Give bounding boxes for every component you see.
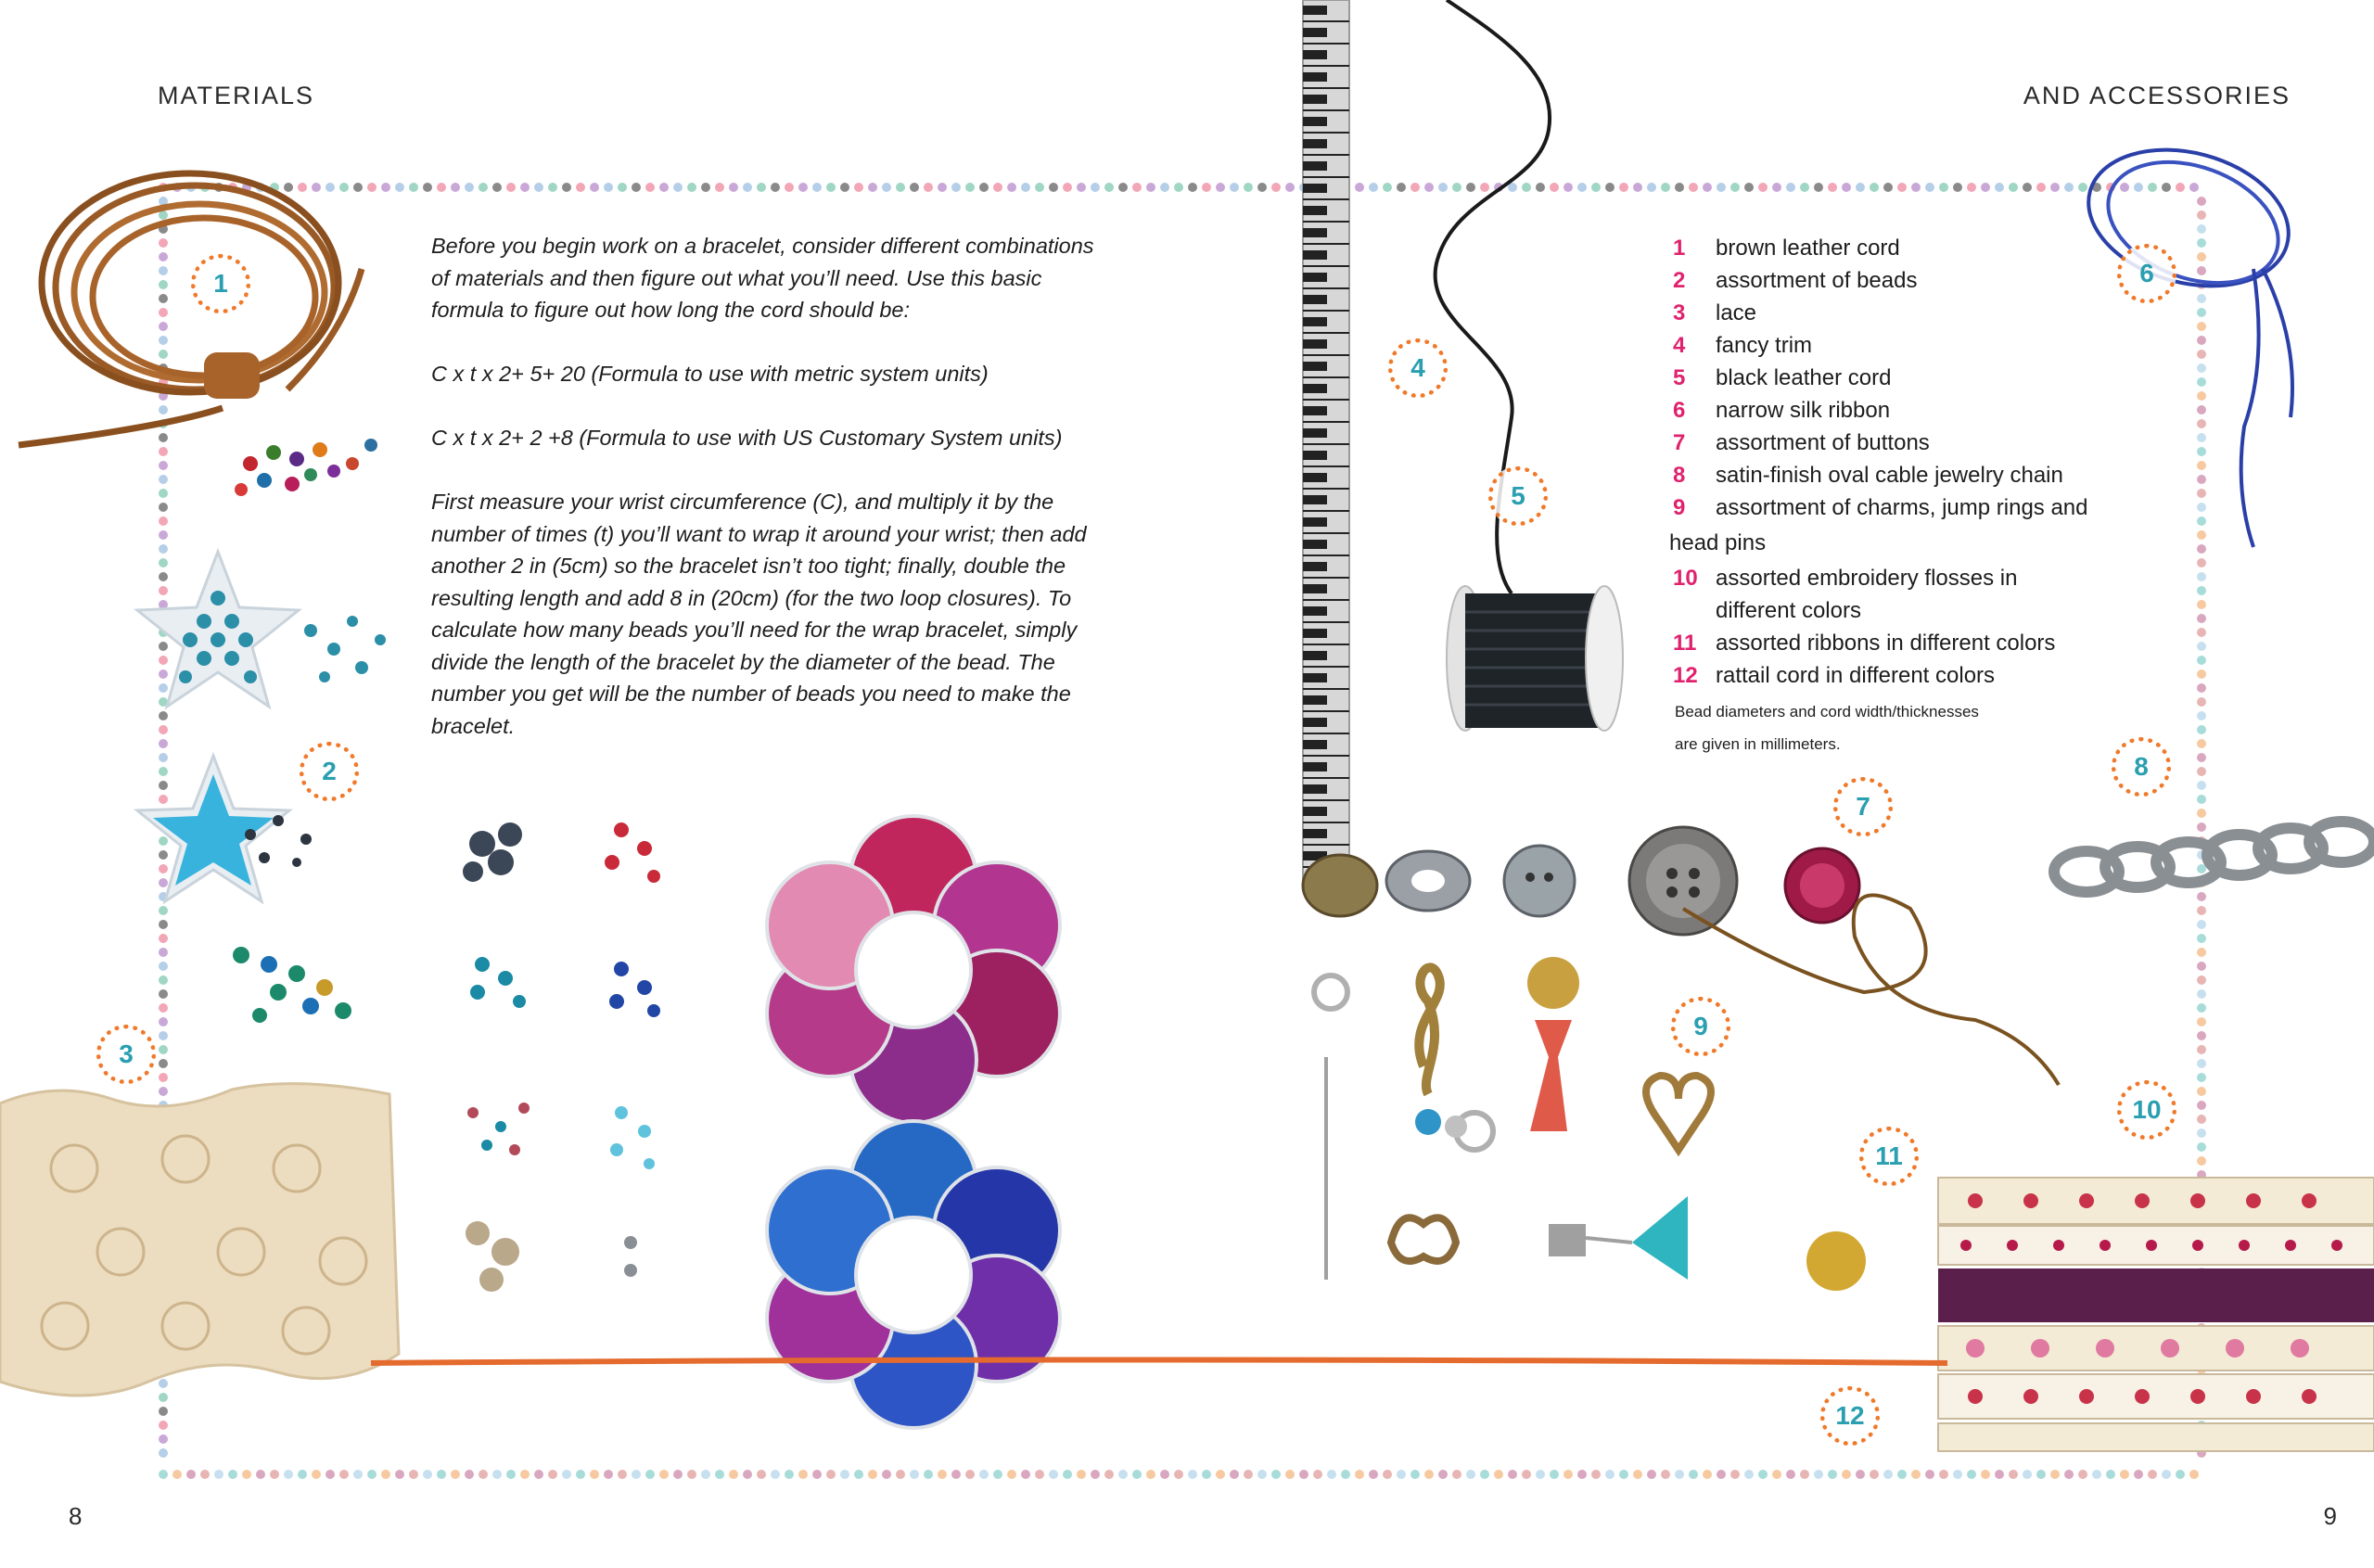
piano-key-divider xyxy=(1303,176,1349,178)
piano-key-divider xyxy=(1303,65,1349,67)
legend-item-1: 1 brown leather cord xyxy=(1673,236,1900,261)
loose-beads xyxy=(223,408,436,760)
piano-key-divider xyxy=(1303,265,1349,267)
piano-key xyxy=(1303,406,1327,415)
piano-key-divider xyxy=(1303,644,1349,645)
piano-key-divider xyxy=(1303,221,1349,223)
badge-10: 10 xyxy=(2117,1080,2176,1140)
piano-key-divider xyxy=(1303,688,1349,690)
piano-key xyxy=(1303,184,1327,193)
piano-key xyxy=(1303,762,1327,771)
piano-key xyxy=(1303,428,1327,438)
piano-key xyxy=(1303,540,1327,549)
piano-key-divider xyxy=(1303,376,1349,378)
page-number-left: 8 xyxy=(69,1502,83,1530)
piano-key-divider xyxy=(1303,20,1349,22)
piano-key xyxy=(1303,28,1327,37)
piano-key xyxy=(1303,740,1327,749)
piano-key-divider xyxy=(1303,443,1349,445)
piano-key xyxy=(1303,718,1327,727)
piano-key-divider xyxy=(1303,532,1349,534)
legend-item-11: 11 assorted ribbons in different colors xyxy=(1673,631,2056,656)
piano-key xyxy=(1303,362,1327,371)
piano-key-divider xyxy=(1303,733,1349,734)
piano-key-divider xyxy=(1303,666,1349,668)
piano-key-divider xyxy=(1303,599,1349,601)
piano-key xyxy=(1303,673,1327,682)
legend-item-5: 5 black leather cord xyxy=(1673,365,1892,390)
badge-2: 2 xyxy=(300,742,359,801)
legend-item-4: 4 fancy trim xyxy=(1673,333,1813,358)
page-number-right: 9 xyxy=(2323,1502,2337,1530)
legend-item-3: 3 lace xyxy=(1673,300,1757,325)
badge-7: 7 xyxy=(1833,777,1893,836)
legend-item-9: 9 assortment of charms, jump rings and xyxy=(1673,495,2088,520)
piano-key xyxy=(1303,72,1327,82)
badge-4: 4 xyxy=(1388,338,1448,398)
piano-key xyxy=(1303,629,1327,638)
piano-key-divider xyxy=(1303,465,1349,467)
piano-key-divider xyxy=(1303,154,1349,156)
piano-key xyxy=(1303,651,1327,660)
badge-1: 1 xyxy=(191,254,250,313)
ribbon-spools-image xyxy=(1938,1168,2374,1456)
piano-key xyxy=(1303,206,1327,215)
legend-item-10-continuation: different colors xyxy=(1716,598,1861,623)
legend-item-8: 8 satin-finish oval cable jewelry chain xyxy=(1673,463,2063,488)
piano-key-divider xyxy=(1303,488,1349,490)
running-head-left: MATERIALS xyxy=(158,82,315,109)
piano-key-divider xyxy=(1303,710,1349,712)
piano-key-divider xyxy=(1303,799,1349,801)
piano-key xyxy=(1303,807,1327,816)
piano-key xyxy=(1303,273,1327,282)
piano-key-divider xyxy=(1303,621,1349,623)
badge-5: 5 xyxy=(1488,466,1548,526)
piano-key xyxy=(1303,250,1327,260)
piano-key xyxy=(1303,317,1327,326)
legend-item-2: 2 assortment of beads xyxy=(1673,268,1918,293)
piano-key-divider xyxy=(1303,109,1349,111)
seed-bead-flower-tray-blue xyxy=(760,1119,1066,1425)
piano-key xyxy=(1303,517,1327,527)
piano-key-trim-image xyxy=(1298,0,1354,909)
piano-key xyxy=(1303,695,1327,705)
badge-8: 8 xyxy=(2112,737,2171,797)
piano-key-divider xyxy=(1303,421,1349,423)
oval-cable-chain-image xyxy=(2049,797,2374,927)
piano-key-divider xyxy=(1303,777,1349,779)
piano-key-divider xyxy=(1303,354,1349,356)
piano-key-divider xyxy=(1303,43,1349,45)
charms-and-jump-rings-image xyxy=(1298,946,1947,1298)
legend-item-7: 7 assortment of buttons xyxy=(1673,430,1930,455)
piano-key-divider xyxy=(1303,198,1349,200)
lace-trim-image xyxy=(0,1076,408,1419)
badge-11: 11 xyxy=(1859,1127,1919,1186)
piano-key-divider xyxy=(1303,399,1349,401)
piano-key xyxy=(1303,139,1327,148)
piano-key xyxy=(1303,584,1327,593)
legend-item-12: 12 rattail cord in different colors xyxy=(1673,663,1996,688)
piano-key xyxy=(1303,228,1327,237)
badge-3: 3 xyxy=(96,1025,156,1084)
piano-key xyxy=(1303,451,1327,460)
piano-key xyxy=(1303,473,1327,482)
intro-paragraph: Before you begin work on a bracelet, consider different combinations of materials and then figure out what you’ll need. Use this basic formula to figure out how long the cord should be: xyxy=(431,234,1094,322)
piano-key-divider xyxy=(1303,332,1349,334)
running-head-right: AND ACCESSORIES xyxy=(2023,82,2291,109)
piano-key-divider xyxy=(1303,755,1349,757)
piano-key xyxy=(1303,6,1327,15)
piano-key xyxy=(1303,50,1327,59)
piano-key xyxy=(1303,161,1327,171)
badge-9: 9 xyxy=(1671,997,1730,1056)
intro-text xyxy=(431,230,1099,774)
piano-key xyxy=(1303,95,1327,104)
piano-key xyxy=(1303,606,1327,616)
piano-key xyxy=(1303,562,1327,571)
legend-item-6: 6 narrow silk ribbon xyxy=(1673,398,1891,423)
rattail-cord-image xyxy=(371,1349,1947,1377)
seed-bead-flower-tray-pink xyxy=(760,814,1066,1120)
piano-key-divider xyxy=(1303,555,1349,556)
piano-key-divider xyxy=(1303,87,1349,89)
formula-metric: C x t x 2+ 5+ 20 (Formula to use with metric system units) xyxy=(431,362,989,386)
piano-key-divider xyxy=(1303,132,1349,134)
piano-key xyxy=(1303,495,1327,504)
blue-silk-ribbon-image xyxy=(2068,130,2328,556)
piano-key-divider xyxy=(1303,510,1349,512)
measure-instructions: First measure your wrist circumference (C), and multiply it by the number of times (t) you’ll want to wrap it around your wrist; then add another 2 in (5cm) so the bracelet isn’t too tight; finally, double the resulting length and add 8 in (20cm) (for the two loop closures). To calculate how many beads you’ll need for the wrap bracelet, simply divide the length of the bracelet by the diameter of the bead. The number you get will be the number of beads you need to make the bracelet. xyxy=(431,490,1087,738)
measurement-note: Bead diameters and cord width/thicknesses are given in millimeters. xyxy=(1675,703,1979,753)
badge-6: 6 xyxy=(2117,244,2176,303)
piano-key xyxy=(1303,295,1327,304)
piano-key xyxy=(1303,339,1327,349)
piano-key xyxy=(1303,784,1327,794)
piano-key xyxy=(1303,384,1327,393)
piano-key-divider xyxy=(1303,310,1349,312)
badge-12: 12 xyxy=(1820,1386,1880,1446)
formula-us: C x t x 2+ 2 +8 (Formula to use with US Customary System units) xyxy=(431,426,1063,450)
piano-key-divider xyxy=(1303,577,1349,579)
piano-key-divider xyxy=(1303,287,1349,289)
piano-key-divider xyxy=(1303,243,1349,245)
legend-item-9-continuation: head pins xyxy=(1669,530,1767,555)
piano-key xyxy=(1303,117,1327,126)
legend-item-10: 10 assorted embroidery flosses in xyxy=(1673,566,2018,591)
